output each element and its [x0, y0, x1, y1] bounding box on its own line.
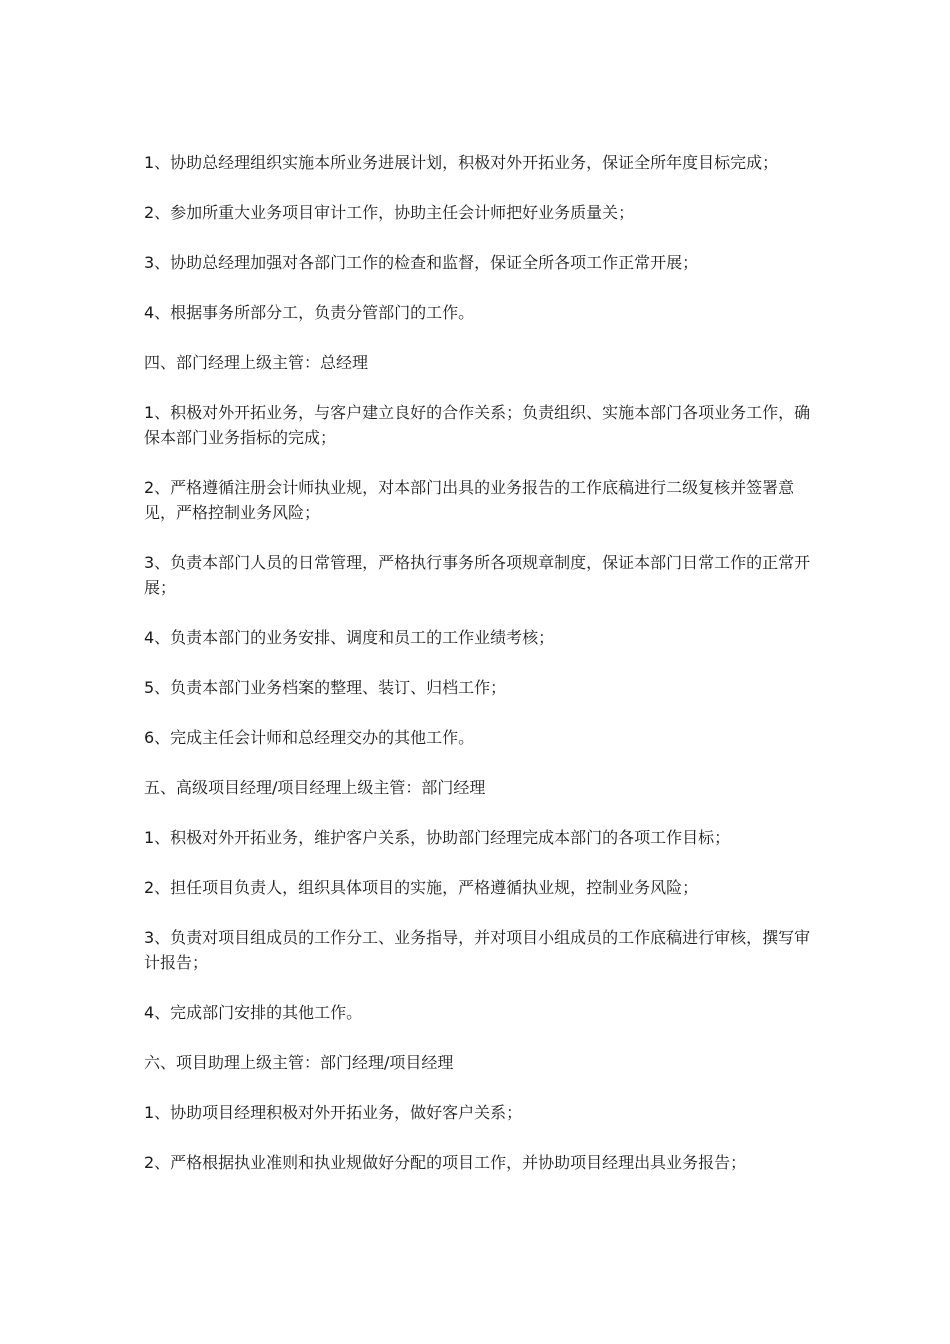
document-body — [144, 150, 814, 1200]
duty-item: 2、严格遵循注册会计师执业规，对本部门出具的业务报告的工作底稿进行二级复核并签署意见，严格控制业务风险； — [144, 478, 795, 522]
duty-item: 5、负责本部门业务档案的整理、装订、归档工作； — [144, 678, 507, 697]
duty-item: 3、负责本部门人员的日常管理，严格执行事务所各项规章制度，保证本部门日常工作的正常开展； — [144, 553, 811, 597]
duty-item: 2、担任项目负责人，组织具体项目的实施，严格遵循执业规，控制业务风险； — [144, 878, 699, 897]
duty-item: 3、负责对项目组成员的工作分工、业务指导，并对项目小组成员的工作底稿进行审核，撰写审计报告； — [144, 928, 811, 972]
duty-item: 4、负责本部门的业务安排、调度和员工的工作业绩考核； — [144, 628, 555, 647]
duty-item: 3、协助总经理加强对各部门工作的检查和监督，保证全所各项工作正常开展； — [144, 253, 699, 272]
duty-item: 1、积极对外开拓业务，维护客户关系，协助部门经理完成本部门的各项工作目标； — [144, 828, 731, 847]
duty-item: 2、严格根据执业准则和执业规做好分配的项目工作，并协助项目经理出具业务报告； — [144, 1153, 747, 1172]
duty-item: 6、完成主任会计师和总经理交办的其他工作。 — [144, 728, 475, 747]
section-heading: 五、高级项目经理/项目经理上级主管：部门经理 — [144, 778, 486, 797]
section-heading: 六、项目助理上级主管：部门经理/项目经理 — [144, 1053, 454, 1072]
duty-item: 1、积极对外开拓业务，与客户建立良好的合作关系；负责组织、实施本部门各项业务工作，确保本部门业务指标的完成； — [144, 403, 811, 447]
duty-item: 1、协助总经理组织实施本所业务进展计划，积极对外开拓业务，保证全所年度目标完成； — [144, 153, 779, 172]
duty-item: 4、根据事务所部分工，负责分管部门的工作。 — [144, 303, 475, 322]
duty-item: 4、完成部门安排的其他工作。 — [144, 1003, 363, 1022]
section-heading: 四、部门经理上级主管：总经理 — [144, 353, 369, 372]
duty-item: 1、协助项目经理积极对外开拓业务，做好客户关系； — [144, 1103, 523, 1122]
duty-item: 2、参加所重大业务项目审计工作，协助主任会计师把好业务质量关； — [144, 203, 635, 222]
